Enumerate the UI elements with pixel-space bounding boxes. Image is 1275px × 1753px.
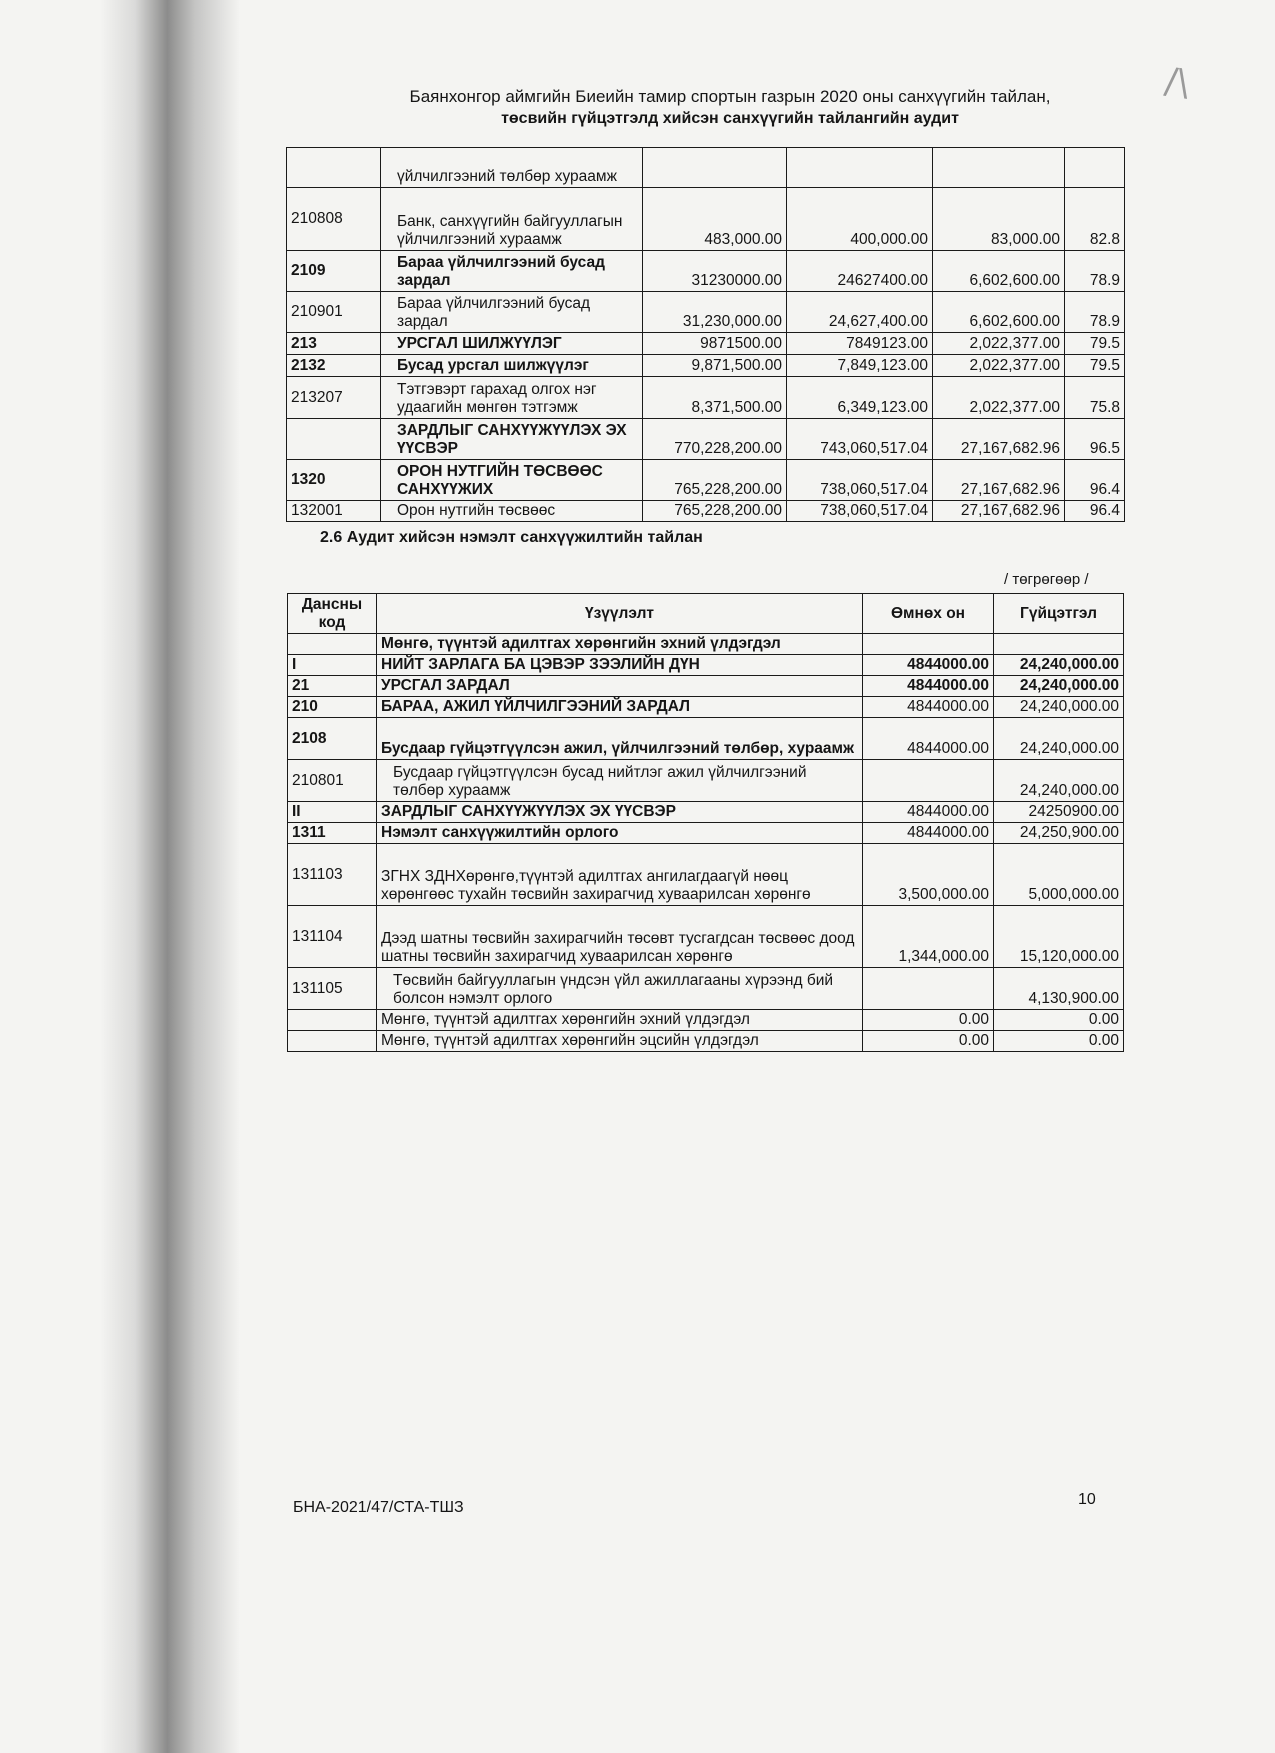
performance-value: 0.00 [994,1010,1124,1031]
table-row [288,1010,1124,1031]
indicator-name: Мөнгө, түүнтэй адилтгах хөрөнгийн эхний үлдэгдэл [377,634,863,655]
amount-cell: 765,228,200.00 [643,501,787,522]
amount-cell: 765,228,200.00 [643,460,787,501]
percent-cell [1065,148,1125,188]
table-header-row [288,594,1124,634]
document-code: БНА-2021/47/СТА-ТШЗ [293,1499,464,1516]
account-code [287,148,381,188]
previous-year-value [863,760,994,802]
table-row [287,333,1125,355]
table-row [287,188,1125,251]
indicator-name: Тэтгэвэрт гарахад олгох нэг удаагийн мөнгөн тэтгэмж [381,377,643,419]
indicator-name: Дээд шатны төсвийн захирагчийн төсөвт тусгагдсан төсвөөс доод шатны төсвийн захирагчид хуваарилсан хөрөнгө [377,906,863,968]
previous-year-value: 0.00 [863,1031,994,1052]
account-code: 132001 [287,501,381,522]
percent-cell: 96.4 [1065,460,1125,501]
account-code: 210801 [288,760,377,802]
account-code: 2108 [288,718,377,760]
percent-cell: 96.5 [1065,419,1125,460]
pencil-mark: /\ [1162,60,1193,105]
indicator-name: БАРАА, АЖИЛ ҮЙЛЧИЛГЭЭНИЙ ЗАРДАЛ [377,697,863,718]
column-header-previous-year: Өмнөх он [863,594,994,634]
account-code: 210 [288,697,377,718]
account-code: 21 [288,676,377,697]
amount-cell: 2,022,377.00 [933,333,1065,355]
scan-shadow [100,0,240,1753]
performance-value: 15,120,000.00 [994,906,1124,968]
performance-value: 24,240,000.00 [994,760,1124,802]
account-code: 131104 [288,906,377,968]
indicator-name: Банк, санхүүгийн байгууллагын үйлчилгээний хураамж [381,188,643,251]
performance-value: 24,240,000.00 [994,655,1124,676]
indicator-name: Төсвийн байгууллагын үндсэн үйл ажиллагааны хүрээнд бий болсон нэмэлт орлого [377,968,863,1010]
previous-year-value: 4844000.00 [863,697,994,718]
page-number: 10 [1078,1491,1096,1508]
previous-year-value: 0.00 [863,1010,994,1031]
amount-cell: 9,871,500.00 [643,355,787,377]
performance-value: 24,250,900.00 [994,823,1124,844]
amount-cell: 2,022,377.00 [933,355,1065,377]
account-code: 1311 [288,823,377,844]
amount-cell: 738,060,517.04 [787,460,933,501]
indicator-name: ЗАРДЛЫГ САНХҮҮЖҮҮЛЭХ ЭХ ҮҮСВЭР [381,419,643,460]
account-code: I [288,655,377,676]
indicator-name: ЗАРДЛЫГ САНХҮҮЖҮҮЛЭХ ЭХ ҮҮСВЭР [377,802,863,823]
indicator-name: УРСГАЛ ЗАРДАЛ [377,676,863,697]
table-row [287,148,1125,188]
indicator-name: УРСГАЛ ШИЛЖҮҮЛЭГ [381,333,643,355]
table-row [288,1031,1124,1052]
previous-year-value: 4844000.00 [863,802,994,823]
indicator-name: Мөнгө, түүнтэй адилтгах хөрөнгийн эцсийн үлдэгдэл [377,1031,863,1052]
indicator-name: ОРОН НУТГИЙН ТӨСВӨӨС САНХҮҮЖИХ [381,460,643,501]
percent-cell: 75.8 [1065,377,1125,419]
table-row [288,697,1124,718]
performance-value: 24,240,000.00 [994,697,1124,718]
indicator-name: НИЙТ ЗАРЛАГА БА ЦЭВЭР ЗЭЭЛИЙН ДҮН [377,655,863,676]
account-code: 210808 [287,188,381,251]
performance-value: 24,240,000.00 [994,676,1124,697]
table-row [288,968,1124,1010]
amount-cell: 83,000.00 [933,188,1065,251]
section-title: 2.6 Аудит хийсэн нэмэлт санхүүжилтийн тайлан [320,529,703,546]
amount-cell: 27,167,682.96 [933,460,1065,501]
table-row [288,718,1124,760]
table-row [288,634,1124,655]
account-code: 210901 [287,292,381,333]
header-line-2: төсвийн гүйцэтгэлд хийсэн санхүүгийн тайлангийн аудит [501,110,959,127]
indicator-name: Бусад урсгал шилжүүлэг [381,355,643,377]
previous-year-value: 1,344,000.00 [863,906,994,968]
column-header-indicator: Үзүүлэлт [377,594,863,634]
amount-cell: 743,060,517.04 [787,419,933,460]
amount-cell [643,148,787,188]
previous-year-value: 4844000.00 [863,718,994,760]
previous-year-value [863,634,994,655]
account-code: 2109 [287,251,381,292]
account-code: 131103 [288,844,377,906]
expense-table [286,147,1125,522]
percent-cell: 79.5 [1065,355,1125,377]
previous-year-value [863,968,994,1010]
previous-year-value: 3,500,000.00 [863,844,994,906]
column-header-code: Дансны код [288,594,377,634]
amount-cell: 7,849,123.00 [787,355,933,377]
table-row [288,906,1124,968]
table-row [288,823,1124,844]
table-row [287,419,1125,460]
performance-value: 5,000,000.00 [994,844,1124,906]
account-code: 1320 [287,460,381,501]
account-code [288,634,377,655]
table-row [288,844,1124,906]
percent-cell: 82.8 [1065,188,1125,251]
percent-cell: 79.5 [1065,333,1125,355]
indicator-name: Бусдаар гүйцэтгүүлсэн ажил, үйлчилгээний төлбөр, хураамж [377,718,863,760]
indicator-name: Бусдаар гүйцэтгүүлсэн бусад нийтлэг ажил үйлчилгээний төлбөр хураамж [377,760,863,802]
performance-value: 0.00 [994,1031,1124,1052]
amount-cell: 2,022,377.00 [933,377,1065,419]
table-row [287,460,1125,501]
amount-cell: 7849123.00 [787,333,933,355]
indicator-name: үйлчилгээний төлбөр хураамж [381,148,643,188]
page-header [300,86,1160,130]
account-code [288,1031,377,1052]
table-row [288,676,1124,697]
account-code: 213207 [287,377,381,419]
column-header-performance: Гүйцэтгэл [994,594,1124,634]
amount-cell: 24627400.00 [787,251,933,292]
percent-cell: 96.4 [1065,501,1125,522]
table-row [287,292,1125,333]
amount-cell: 9871500.00 [643,333,787,355]
indicator-name: Мөнгө, түүнтэй адилтгах хөрөнгийн эхний үлдэгдэл [377,1010,863,1031]
amount-cell: 31230000.00 [643,251,787,292]
table-row [288,655,1124,676]
previous-year-value: 4844000.00 [863,676,994,697]
amount-cell: 27,167,682.96 [933,501,1065,522]
amount-cell: 27,167,682.96 [933,419,1065,460]
amount-cell: 8,371,500.00 [643,377,787,419]
table-row [287,377,1125,419]
table-row [287,355,1125,377]
amount-cell: 6,602,600.00 [933,251,1065,292]
performance-value: 4,130,900.00 [994,968,1124,1010]
additional-funding-table [287,593,1124,1052]
indicator-name: Нэмэлт санхүүжилтийн орлого [377,823,863,844]
account-code: 2132 [287,355,381,377]
percent-cell: 78.9 [1065,251,1125,292]
indicator-name: ЗГНХ ЗДНХөрөнгө,түүнтэй адилтгах ангилагдаагүй нөөц хөрөнгөөс тухайн төсвийн захирагчид хуваарилсан хөрөнгө [377,844,863,906]
indicator-name: Орон нутгийн төсвөөс [381,501,643,522]
amount-cell: 6,349,123.00 [787,377,933,419]
indicator-name: Бараа үйлчилгээний бусад зардал [381,251,643,292]
account-code: 213 [287,333,381,355]
amount-cell: 400,000.00 [787,188,933,251]
amount-cell: 6,602,600.00 [933,292,1065,333]
performance-value [994,634,1124,655]
amount-cell [933,148,1065,188]
amount-cell [787,148,933,188]
account-code: 131105 [288,968,377,1010]
account-code [287,419,381,460]
percent-cell: 78.9 [1065,292,1125,333]
table-row [287,251,1125,292]
amount-cell: 483,000.00 [643,188,787,251]
amount-cell: 738,060,517.04 [787,501,933,522]
indicator-name: Бараа үйлчилгээний бусад зардал [381,292,643,333]
table-row [288,760,1124,802]
previous-year-value: 4844000.00 [863,655,994,676]
previous-year-value: 4844000.00 [863,823,994,844]
amount-cell: 31,230,000.00 [643,292,787,333]
performance-value: 24250900.00 [994,802,1124,823]
header-line-1: Баянхонгор аймгийн Биеийн тамир спортын газрын 2020 оны санхүүгийн тайлан, [409,87,1051,106]
amount-cell: 770,228,200.00 [643,419,787,460]
table-row [288,802,1124,823]
account-code: II [288,802,377,823]
amount-cell: 24,627,400.00 [787,292,933,333]
table-row [287,501,1125,522]
unit-label: / төгрөгөөр / [1004,571,1089,588]
performance-value: 24,240,000.00 [994,718,1124,760]
account-code [288,1010,377,1031]
